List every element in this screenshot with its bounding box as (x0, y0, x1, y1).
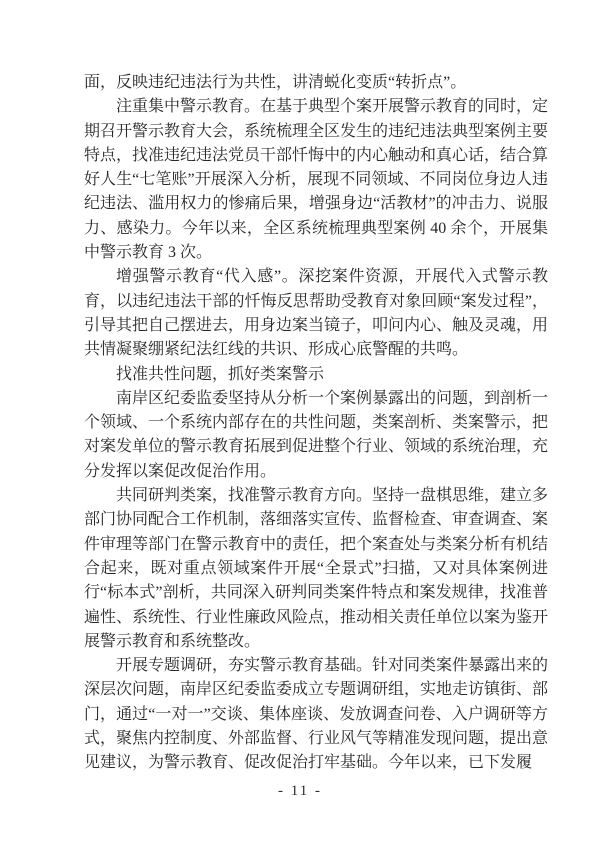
paragraph: 面，反映违纪违法行为共性，讲清蜕化变质“转折点”。 (84, 74, 467, 91)
paragraph: 共同研判类案，找准警示教育方向。坚持一盘棋思维，建立多部门协同配合工作机制，落细落实宣传、监督检查、审查调查、案件审理等部门在警示教育中的责任，把个案查处与类案分析有机结合起来，既对重点领域案件开展“全景式”扫描，又对具体案例进行“标本式”剖析，共同深入研判同类案件特点和案发规律，找准普遍性、系统性、行业性廉政风险点，推动相关责任单位以案为鉴开展警示教育和系统整改。 (84, 487, 549, 650)
paragraph: 注重集中警示教育。在基于典型个案开展警示教育的同时，定期召开警示教育大会，系统梳理全区发生的违纪违法典型案例主要特点，找准违纪违法党员干部忏悔中的内心触动和真心话，结合算好人生“七笔账”开展深入分析，展现不同领域、不同岗位身边人违纪违法、滥用权力的惨痛后果，增强身边“活教材”的冲击力、说服力、感染力。今年以来，全区系统梳理典型案例 40 余个，开展集中警示教育 3 次。 (84, 98, 549, 262)
document-body (84, 71, 548, 776)
paragraph: 南岸区纪委监委坚持从分析一个案例暴露出的问题，到剖析一个领域、一个系统内部存在的共性问题，类案剖析、类案警示，把对案发单位的警示教育拓展到促进整个行业、领域的系统治理，充分发挥以案促改促治作用。 (84, 389, 549, 480)
page-number: - 11 - (278, 783, 322, 799)
paragraph: 增强警示教育“代入感”。深挖案件资源，开展代入式警示教育，以违纪违法干部的忏悔反思帮助受教育对象回顾“案发过程”，引导其把自己摆进去，用身边案当镜子，叩问内心、触及灵魂，用共情凝聚绷紧纪法红线的共识、形成心底警醒的共鸣。 (84, 268, 549, 359)
section-subheading: 找准共性问题，抓好类案警示 (116, 365, 325, 383)
paragraph: 开展专题调研，夯实警示教育基础。针对同类案件暴露出来的深层次问题，南岸区纪委监委成立专题调研组，实地走访镇街、部门，通过“一对一”交谈、集体座谈、发放调查问卷、入户调研等方式，聚焦内控制度、外部监督、行业风气等精准发现问题，提出意见建议，为警示教育、促改促治打牢基础。今年以来，已下发履 (84, 657, 549, 772)
